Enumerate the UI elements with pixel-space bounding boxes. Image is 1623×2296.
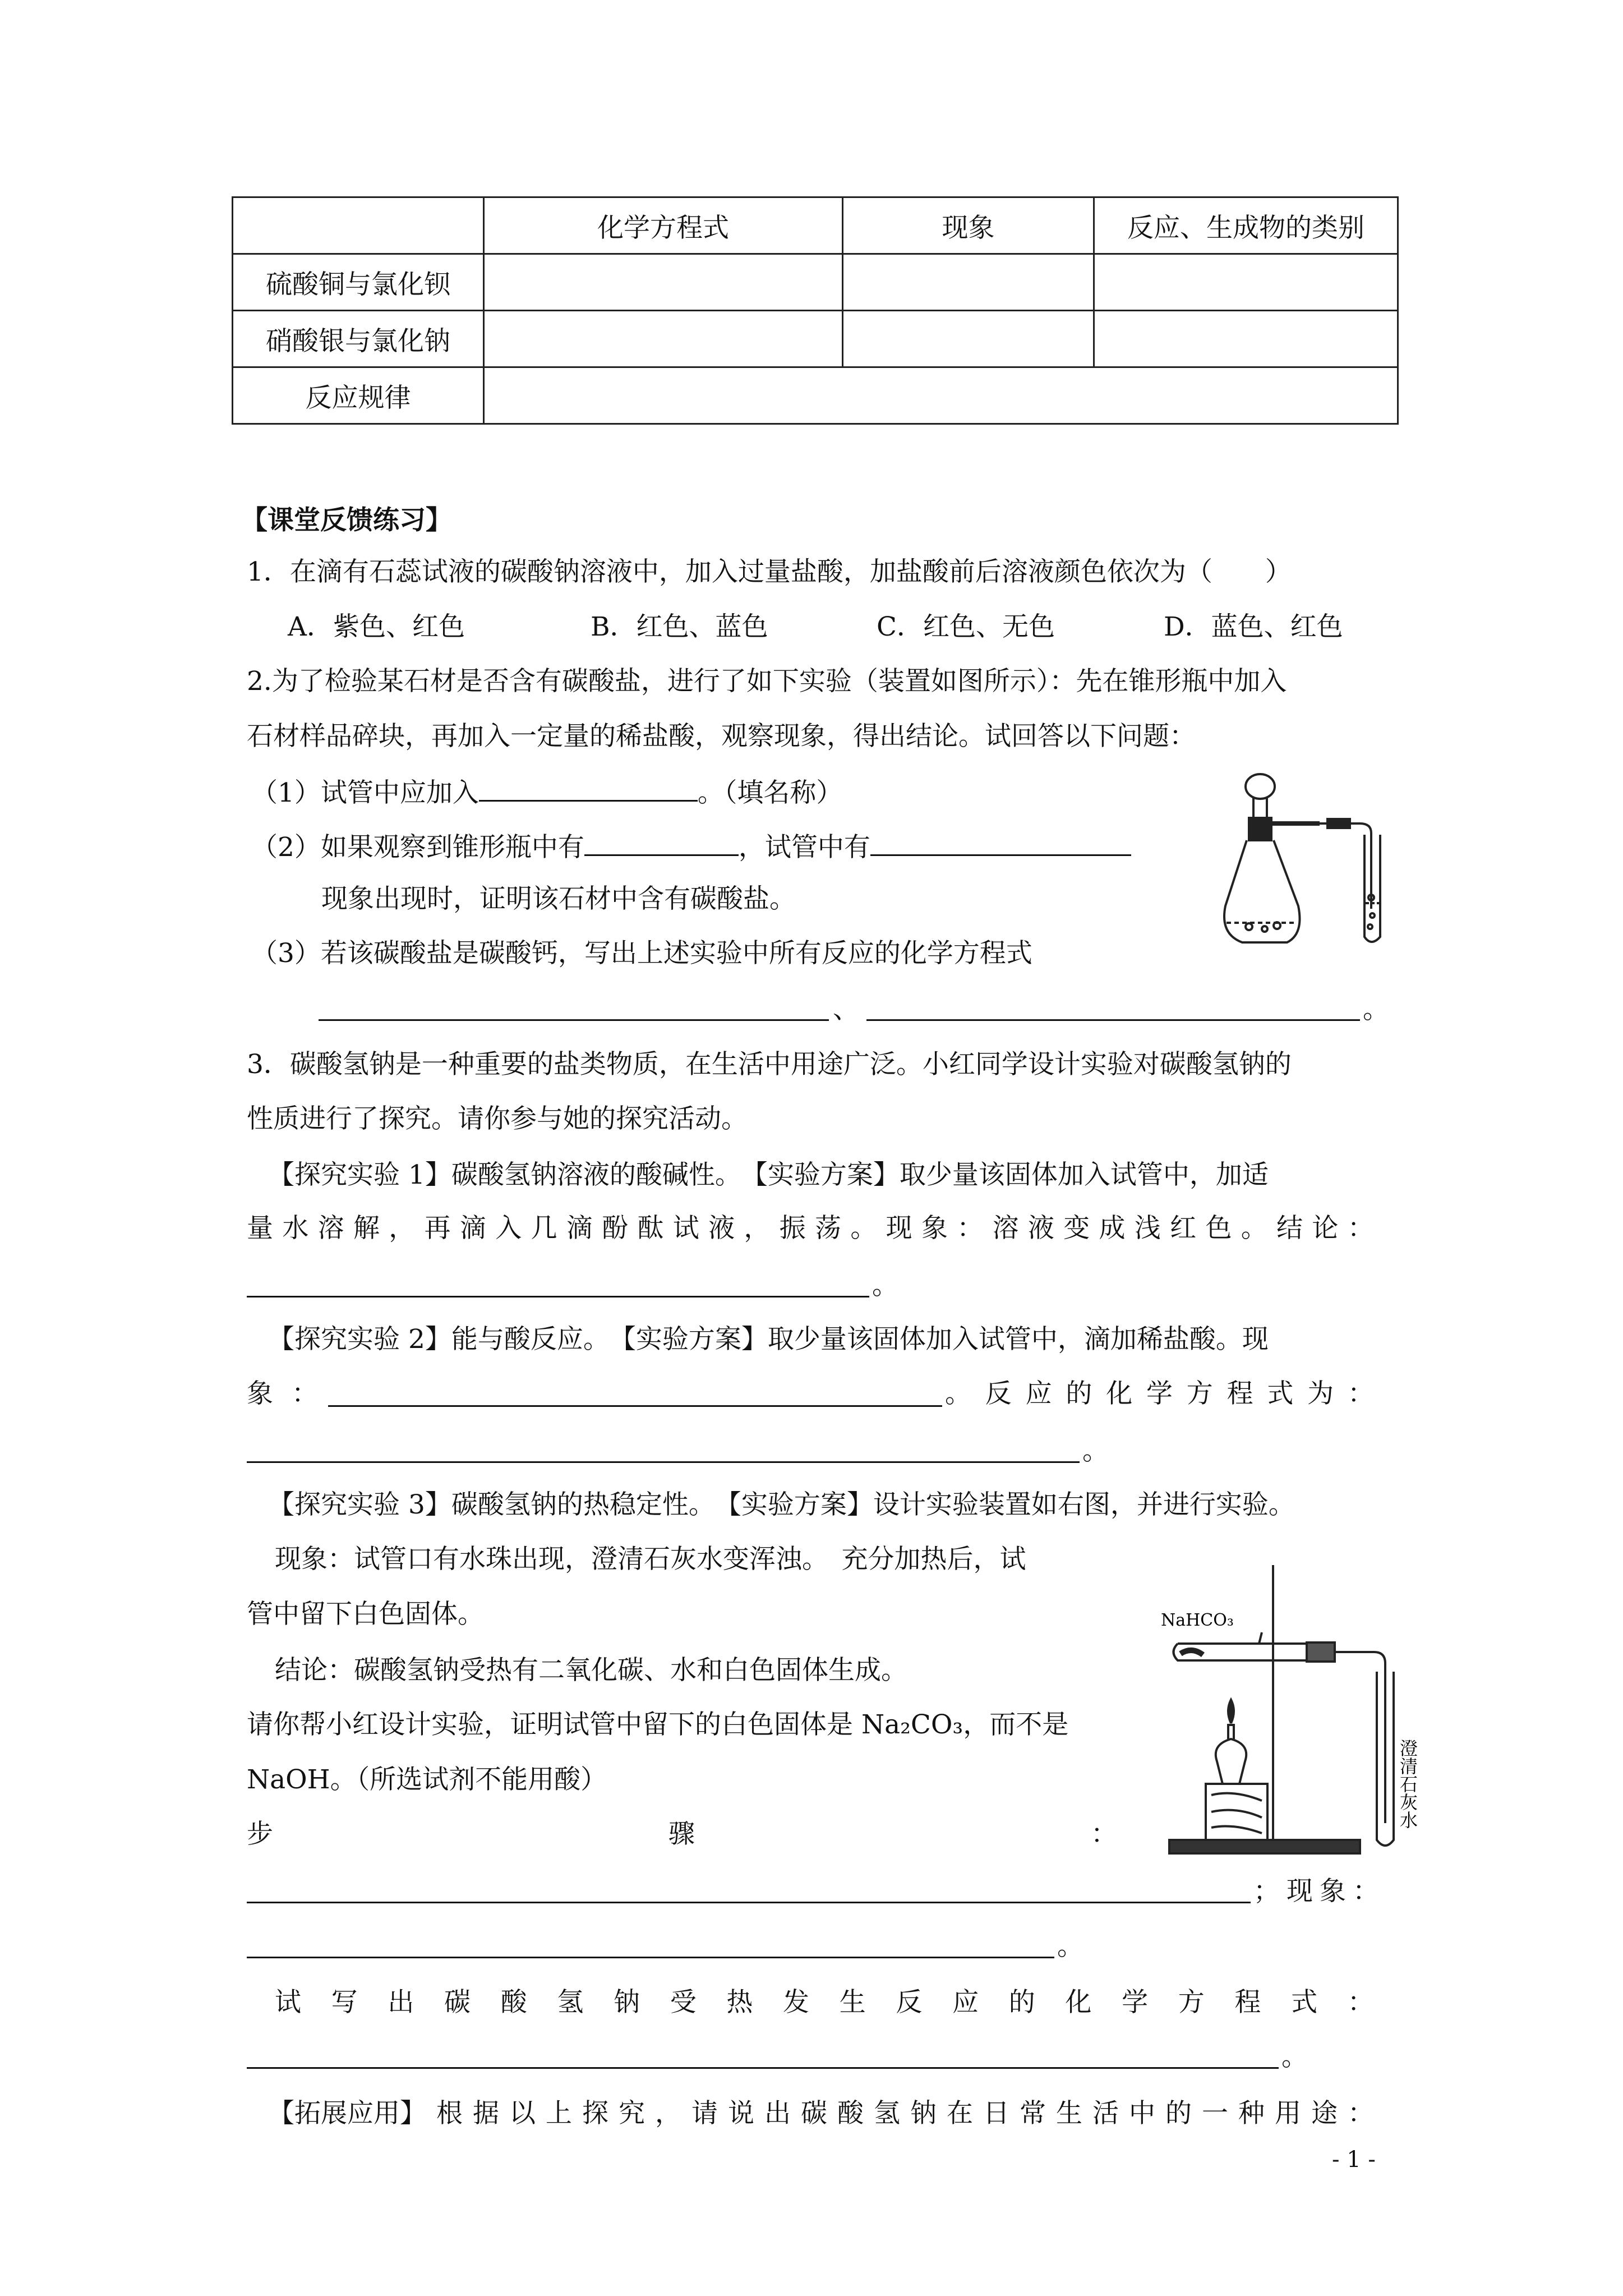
char: 探 [582, 2098, 608, 2129]
answer-cell[interactable] [1094, 254, 1398, 311]
char: 溶 [992, 1213, 1019, 1244]
char: 色 [1205, 1213, 1232, 1244]
char: 程 [1227, 1378, 1253, 1409]
answer-blank[interactable] [247, 1902, 1251, 1903]
char: 酞 [637, 1213, 664, 1244]
answer-blank[interactable] [247, 1296, 869, 1297]
exp2-tail [945, 1377, 1374, 1411]
row-label: 反应规律 [233, 367, 484, 424]
exp3-task-1: 请你帮小红设计实验，证明试管中留下的白色固体是 Na₂CO₃，而不是 [247, 1709, 1069, 1740]
char: 活 [1092, 2098, 1119, 2129]
char: 程 [1234, 1987, 1261, 2018]
table-header-cell: 化学方程式 [484, 197, 843, 254]
q2-part3: （3）若该碳酸盐是碳酸钙，写出上述实验中所有反应的化学方程式 [251, 938, 1032, 969]
char: 一 [1202, 2098, 1228, 2129]
char: 用 [1275, 2098, 1301, 2129]
char: 出 [388, 1987, 414, 2018]
char: 溶 [317, 1213, 344, 1244]
q1-option-c[interactable]: C．红色、无色 [877, 611, 1055, 642]
char: 酚 [602, 1213, 629, 1244]
char: 学 [1146, 1378, 1173, 1409]
char: 化 [1065, 1987, 1092, 2018]
char: 日 [983, 2098, 1009, 2129]
exp3-line1: 【探究实验 3】碳酸氢钠的热稳定性。 【实验方案】设计实验装置如右图，并进行实验。 [268, 1489, 1295, 1520]
exp3-observation-2: 管中留下白色固体。 [247, 1599, 484, 1630]
char: 成 [1099, 1213, 1126, 1244]
char: 荡 [815, 1213, 841, 1244]
char: 酸 [500, 1987, 527, 2018]
char: 变 [1063, 1213, 1090, 1244]
char: 以 [509, 2098, 536, 2129]
char: 象 [247, 1378, 273, 1409]
char: 水 [282, 1213, 309, 1244]
q2-part2 [251, 827, 1131, 864]
char: 据 [473, 2098, 499, 2129]
q3-stem-1: 3．碳酸氢钠是一种重要的盐类物质，在生活中用途广泛。小红同学设计实验对碳酸氢钠的 [247, 1049, 1292, 1080]
char: 试 [275, 1987, 301, 2018]
answer-cell[interactable] [843, 254, 1094, 311]
char: 论 [1312, 1213, 1339, 1244]
separator: 、 [833, 994, 859, 1025]
table-row [233, 254, 1398, 311]
flask-apparatus-figure [1209, 769, 1402, 956]
limewater-label: 澄清石灰水 [1397, 1739, 1418, 1829]
char: ： [292, 1378, 318, 1409]
char: 再 [424, 1213, 451, 1244]
period: 。 [1363, 994, 1389, 1025]
answer-blank[interactable] [247, 1461, 1080, 1463]
exp3-observation-1: 现象：试管口有水珠出现，澄清石灰水变浑浊。 充分加热后，试 [275, 1544, 1026, 1575]
char: 步 [247, 1819, 273, 1849]
char: ： [1347, 1378, 1374, 1409]
char: 发 [783, 1987, 810, 2018]
char: 液 [1027, 1213, 1054, 1244]
char: 根 [436, 2098, 463, 2129]
char: 骤 [668, 1819, 695, 1849]
period: 。 [1057, 1931, 1083, 1962]
char: 常 [1020, 2098, 1046, 2129]
q2-part2-label: （2）如果观察到锥形瓶中有 [251, 832, 584, 863]
answer-blank[interactable] [866, 1019, 1360, 1021]
char: 请 [691, 2098, 718, 2129]
q2-stem-2: 石材样品碎块，再加入一定量的稀盐酸，观察现象，得出结论。试回答以下问题： [247, 721, 1196, 752]
table-row [233, 311, 1398, 367]
q1-option-a[interactable]: A．紫色、红色 [288, 611, 465, 642]
char: 途 [1311, 2098, 1338, 2129]
char: 试 [672, 1213, 699, 1244]
table-header-cell: 反应、生成物的类别 [1094, 197, 1398, 254]
reaction-table [232, 196, 1399, 425]
extension-prompt [268, 2097, 1374, 2131]
section-title: 【课堂反馈练习】 [241, 505, 452, 536]
answer-cell[interactable] [484, 367, 1398, 424]
q2-part1 [251, 773, 842, 810]
answer-cell[interactable] [843, 311, 1094, 367]
char: 写 [331, 1987, 358, 2018]
char: 液 [708, 1213, 735, 1244]
answer-blank[interactable] [584, 827, 739, 856]
char: ： [957, 1213, 984, 1244]
char: 说 [728, 2098, 754, 2129]
page-number: - 1 - [1332, 2147, 1376, 2173]
exp1-line2 [247, 1212, 1374, 1245]
char: 钠 [614, 1987, 640, 2018]
answer-cell[interactable] [484, 254, 843, 311]
answer-cell[interactable] [1094, 311, 1398, 367]
char: 现 [886, 1213, 912, 1244]
char: 氢 [874, 2098, 900, 2129]
char: 方 [1178, 1987, 1205, 2018]
char: ： [1091, 1819, 1117, 1849]
char: 在 [947, 2098, 973, 2129]
char: 应 [1025, 1378, 1052, 1409]
char: 学 [1122, 1987, 1149, 2018]
char: 的 [1008, 1987, 1035, 2018]
exp3-task-2: NaOH。（所选试剂不能用酸） [247, 1764, 607, 1795]
char: 滴 [459, 1213, 486, 1244]
q1-option-d[interactable]: D．蓝色、红色 [1164, 611, 1343, 642]
char: 钠 [910, 2098, 937, 2129]
char: 象 [921, 1213, 948, 1244]
char: 的 [1165, 2098, 1192, 2129]
equation-prompt [275, 1986, 1374, 2019]
char: 式 [1291, 1987, 1318, 2018]
char: 碳 [444, 1987, 471, 2018]
char: 热 [726, 1987, 753, 2018]
exp2-line1: 【探究实验 2】能与酸反应。 【实验方案】取少量该固体加入试管中，滴加稀盐酸。现 [268, 1324, 1269, 1355]
q2-part1-hint: 。（填名称） [697, 777, 843, 808]
answer-blank[interactable] [247, 1957, 1054, 1958]
char: 结 [1276, 1213, 1303, 1244]
q2-stem-1: 2.为了检验某石材是否含有碳酸盐，进行了如下实验（装置如图所示）：先在锥形瓶中加入 [247, 666, 1287, 697]
char: 方 [1186, 1378, 1213, 1409]
char: ， [655, 2098, 681, 2129]
char: 种 [1238, 2098, 1265, 2129]
char: 滴 [566, 1213, 593, 1244]
char: 式 [1267, 1378, 1294, 1409]
table-header-cell [233, 197, 484, 254]
char: 。 [850, 1213, 877, 1244]
row-label: 硝酸银与氯化钠 [233, 311, 484, 367]
char: 【拓展应用】 [268, 2098, 426, 2129]
answer-blank[interactable] [247, 2067, 1279, 2069]
char: 量 [247, 1213, 273, 1244]
char: ： [1347, 1213, 1374, 1244]
row-label: 硫酸铜与氯化钡 [233, 254, 484, 311]
char: 究 [619, 2098, 645, 2129]
period: 。 [1082, 1435, 1109, 1466]
char: 。 [1241, 1213, 1267, 1244]
char: 的 [1066, 1378, 1092, 1409]
heating-apparatus-figure [1138, 1559, 1441, 1862]
table-header-cell: 现象 [843, 197, 1094, 254]
q3-stem-2: 性质进行了探究。请你参与她的探究活动。 [247, 1103, 748, 1134]
answer-blank[interactable] [319, 1019, 829, 1021]
char: 上 [546, 2098, 572, 2129]
char: 中 [1129, 2098, 1155, 2129]
period: 。 [1281, 2041, 1308, 2072]
period: 。 [872, 1270, 898, 1301]
q2-part2-cont: 现象出现时，证明该石材中含有碳酸盐。 [321, 884, 796, 914]
char: 浅 [1134, 1213, 1161, 1244]
char: 碳 [801, 2098, 827, 2129]
char: 振 [779, 1213, 806, 1244]
char: ： [1348, 2098, 1374, 2129]
char: 氢 [557, 1987, 584, 2018]
char: 反 [985, 1378, 1012, 1409]
char: 酸 [837, 2098, 864, 2129]
char: 。 [945, 1378, 971, 1409]
q1-stem: 1．在滴有石蕊试液的碳酸钠溶液中，加入过量盐酸，加盐酸前后溶液颜色依次为（ ） [247, 556, 1292, 587]
exp1-line1: 【探究实验 1】碳酸氢钠溶液的酸碱性。 【实验方案】取少量该固体加入试管中，加适 [268, 1159, 1269, 1190]
char: ， [744, 1213, 771, 1244]
char: 应 [952, 1987, 979, 2018]
char: 化 [1106, 1378, 1133, 1409]
answer-blank[interactable] [328, 1405, 942, 1407]
reagent-label: NaHCO₃ [1161, 1611, 1234, 1630]
char: ， [389, 1213, 416, 1244]
char: 出 [764, 2098, 791, 2129]
q1-option-b[interactable]: B．红色、蓝色 [591, 611, 768, 642]
answer-cell[interactable] [484, 311, 843, 367]
char: 生 [839, 1987, 866, 2018]
char: 生 [1056, 2098, 1082, 2129]
step-tail: ；现象： [1253, 1876, 1386, 1907]
char: 反 [896, 1987, 923, 2018]
char: 为 [1307, 1378, 1334, 1409]
q2-part2-mid: ，试管中有 [738, 832, 870, 863]
char: 几 [531, 1213, 557, 1244]
q2-part1-label: （1）试管中应加入 [251, 777, 479, 808]
answer-blank[interactable] [479, 773, 698, 802]
char: ： [1347, 1987, 1374, 2018]
table-row [233, 367, 1398, 424]
char: 解 [353, 1213, 380, 1244]
char: 红 [1170, 1213, 1197, 1244]
exp3-conclusion: 结论：碳酸氢钠受热有二氧化碳、水和白色固体生成。 [275, 1655, 907, 1686]
answer-blank[interactable] [870, 827, 1131, 856]
char: 入 [495, 1213, 522, 1244]
char: 受 [670, 1987, 697, 2018]
table-header-row [233, 197, 1398, 254]
